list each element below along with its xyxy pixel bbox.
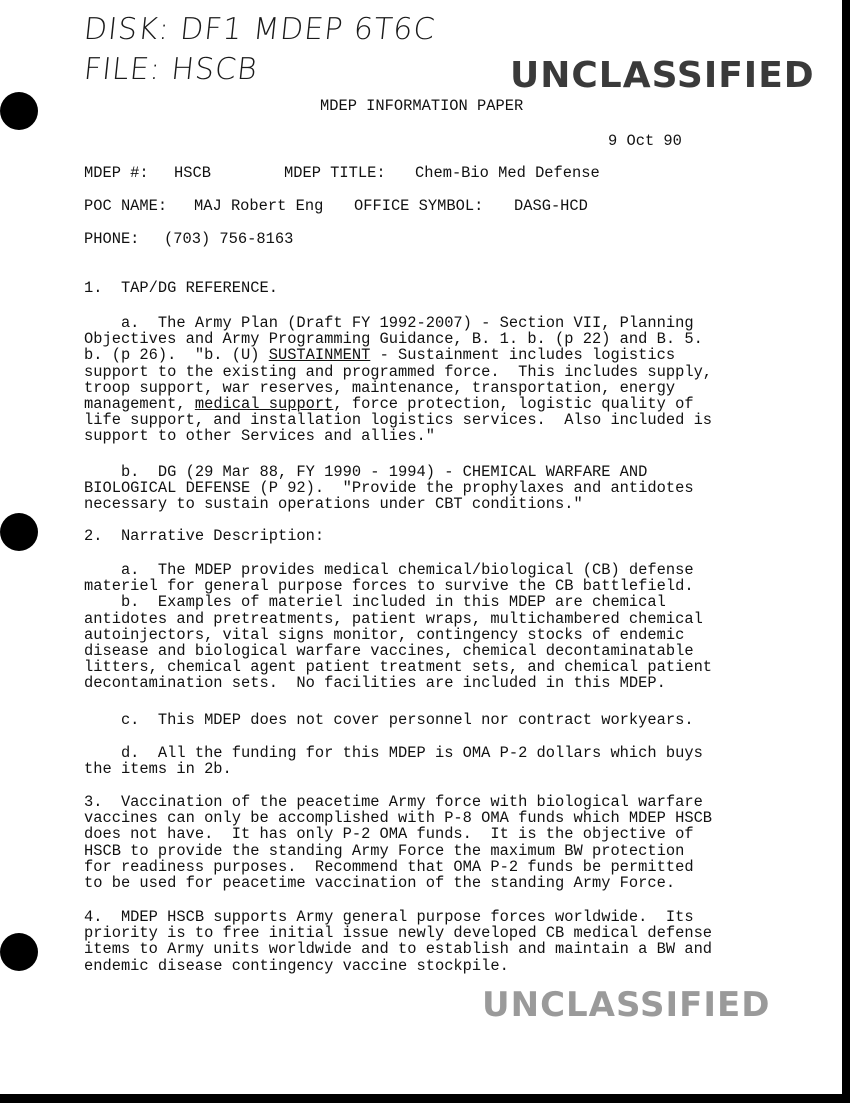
classification-stamp-top: UNCLASSIFIED xyxy=(510,55,815,96)
section-1a-paragraph xyxy=(84,315,712,445)
phone-label: PHONE: xyxy=(84,230,140,248)
hole-punch-bottom xyxy=(0,933,38,971)
poc-name-value: MAJ Robert Eng xyxy=(194,197,324,215)
sustainment-underlined: SUSTAINMENT xyxy=(268,346,371,365)
handwritten-disk-note: DISK: DF1 MDEP 6T6C xyxy=(82,12,438,47)
page-title: MDEP INFORMATION PAPER xyxy=(320,97,524,115)
page-edge-right xyxy=(842,0,850,1103)
mdep-number-value: HSCB xyxy=(174,164,211,182)
handwritten-file-note: FILE: HSCB xyxy=(82,52,260,87)
office-symbol-label: OFFICE SYMBOL: xyxy=(354,197,484,215)
section-1a-text-end: , force protection, logistic quality of life support, and installation logistics services. Also included is support to other Services and allies." xyxy=(84,395,713,446)
section-4-paragraph: 4. MDEP HSCB supports Army general purpose forces worldwide. Its priority is to free initial issue newly developed CB medical defense items to Army units worldwide and to establish and maintain a BW and endemic disease contingency vaccine stockpile. xyxy=(84,908,713,975)
section-1a-text-middle: - Sustainment includes logistics support to the existing and programmed force. This includes supply, troop support, war reserves, maintenance, transportation, energy management, xyxy=(84,346,713,414)
section-2d-paragraph: d. All the funding for this MDEP is OMA P-2 dollars which buys the items in 2b. xyxy=(84,744,703,779)
mdep-title-label: MDEP TITLE: xyxy=(284,164,386,182)
section-2-heading: 2. Narrative Description: xyxy=(84,527,325,545)
mdep-title-value: Chem-Bio Med Defense xyxy=(415,164,600,182)
page-edge-bottom xyxy=(0,1094,850,1103)
section-2ab-paragraph: a. The MDEP provides medical chemical/biological (CB) defense materiel for general purpose forces to survive the CB battlefield. b. Examples of materiel included in this MDEP are chemical antidotes and pretreatments, patient wraps, multichambered chemical autoinjectors, vital signs monitor, contingency stocks of endemic disease and biological warfare vaccines, chemical decontaminatable litters, chemical agent patient treatment sets, and chemical patient decontamination sets. No facilities are included in this MDEP. xyxy=(84,561,713,693)
section-2c-paragraph: c. This MDEP does not cover personnel nor contract workyears. xyxy=(84,711,694,729)
hole-punch-top xyxy=(0,92,38,130)
section-1a-text-start: a. The Army Plan (Draft FY 1992-2007) - Section VII, Planning Objectives and Army Programming Guidance, B. 1. b. (p 22) and B. 5. b. (p 26). "b. (U) xyxy=(84,314,703,365)
phone-value: (703) 756-8163 xyxy=(164,230,294,248)
hole-punch-middle xyxy=(0,513,38,551)
office-symbol-value: DASG-HCD xyxy=(514,197,588,215)
mdep-number-label: MDEP #: xyxy=(84,164,149,182)
poc-name-label: POC NAME: xyxy=(84,197,168,215)
section-1-heading: 1. TAP/DG REFERENCE. xyxy=(84,279,278,297)
medical-support-underlined: medical support xyxy=(194,395,334,414)
classification-stamp-bottom: UNCLASSIFIED xyxy=(482,985,771,1025)
section-1b-paragraph: b. DG (29 Mar 88, FY 1990 - 1994) - CHEMICAL WARFARE AND BIOLOGICAL DEFENSE (P 92). "Provide the prophylaxes and antidotes necessary to sustain operations under CBT conditions." xyxy=(84,463,694,514)
section-3-paragraph: 3. Vaccination of the peacetime Army force with biological warfare vaccines can only be accomplished with P-8 OMA funds which MDEP HSCB does not have. It has only P-2 OMA funds. It is the objective of HSCB to provide the standing Army Force the maximum BW protection for readiness purposes. Recommend that OMA P-2 funds be permitted to be used for peacetime vaccination of the standing Army Force. xyxy=(84,793,713,893)
document-date: 9 Oct 90 xyxy=(608,132,682,150)
